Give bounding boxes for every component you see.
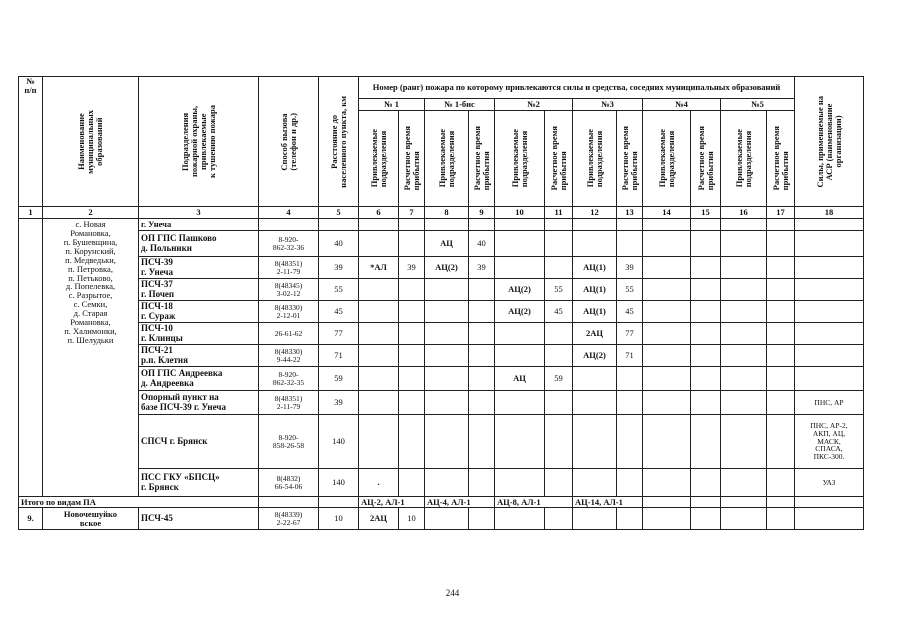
arrival-time-cell bbox=[767, 469, 795, 497]
unit-cell bbox=[139, 323, 259, 345]
empty-cell bbox=[643, 497, 691, 508]
page-number: 244 bbox=[445, 588, 460, 598]
empty-cell bbox=[425, 219, 469, 231]
unit-cell bbox=[139, 415, 259, 469]
assigned-units-cell bbox=[721, 469, 767, 497]
assigned-units-cell bbox=[359, 231, 399, 257]
header-arrival-time: Расчетное время прибытия bbox=[767, 111, 795, 207]
arrival-time-cell bbox=[399, 415, 425, 469]
arrival-time-cell bbox=[399, 345, 425, 367]
header-arrival-time: Расчетное время прибытия bbox=[691, 111, 721, 207]
table-row bbox=[19, 469, 864, 497]
column-number: 5 bbox=[319, 207, 359, 219]
assigned-units-cell bbox=[425, 301, 469, 323]
distance-cell: 39 bbox=[319, 257, 359, 279]
phone-cell: 26-61-62 bbox=[259, 323, 319, 345]
assigned-units-cell bbox=[359, 415, 399, 469]
rank-header: №4 bbox=[643, 99, 721, 111]
forces-cell bbox=[795, 367, 864, 391]
distance-cell: 55 bbox=[319, 279, 359, 301]
assigned-units-cell bbox=[425, 367, 469, 391]
empty-cell bbox=[691, 497, 721, 508]
header-units: Подразделения пожарной охраны, привлекаемые к тушению пожара bbox=[139, 77, 259, 207]
assigned-units-cell bbox=[643, 415, 691, 469]
empty-cell bbox=[469, 219, 495, 231]
assigned-units-cell bbox=[425, 323, 469, 345]
header-arrival-time: Расчетное время прибытия bbox=[399, 111, 425, 207]
assigned-units-cell: . bbox=[359, 469, 399, 497]
totals-r1bis: АЦ-4, АЛ-1 bbox=[425, 497, 495, 508]
header-arrival-time: Расчетное время прибытия bbox=[545, 111, 573, 207]
empty-cell bbox=[721, 219, 767, 231]
arrival-time-cell bbox=[469, 345, 495, 367]
phone-cell: 8(48351) 2-11-79 bbox=[259, 391, 319, 415]
table-row bbox=[19, 323, 864, 345]
assigned-units-cell bbox=[721, 279, 767, 301]
arrival-time-cell bbox=[469, 415, 495, 469]
arrival-time-cell: 39 bbox=[469, 257, 495, 279]
forces-cell bbox=[795, 323, 864, 345]
column-number: 18 bbox=[795, 207, 864, 219]
assigned-units-cell bbox=[643, 231, 691, 257]
empty-cell bbox=[691, 508, 721, 530]
unit-place: р.п. Клетня bbox=[141, 354, 188, 365]
assigned-units-cell bbox=[495, 231, 545, 257]
table-row bbox=[19, 301, 864, 323]
arrival-time-cell bbox=[767, 367, 795, 391]
totals-label: Итого по видам ПА bbox=[19, 497, 259, 508]
arrival-time-cell bbox=[767, 279, 795, 301]
arrival-time-cell bbox=[767, 323, 795, 345]
empty-cell bbox=[643, 219, 691, 231]
distance-cell: 140 bbox=[319, 415, 359, 469]
distance-cell: 10 bbox=[319, 508, 359, 530]
arrival-time-cell: 45 bbox=[617, 301, 643, 323]
phone-cell: 8(48330) 9-44-22 bbox=[259, 345, 319, 367]
assigned-units-cell: АЦ(1) bbox=[573, 279, 617, 301]
assigned-units-cell bbox=[359, 367, 399, 391]
header-forces: Силы, применяемые на АСР (наименование организации) bbox=[795, 77, 864, 207]
unit-place: г. Унеча bbox=[141, 266, 173, 277]
header-assigned-units: Привлекаемые подразделения bbox=[359, 111, 399, 207]
column-number: 10 bbox=[495, 207, 545, 219]
arrival-time-cell bbox=[399, 279, 425, 301]
empty-cell bbox=[495, 508, 545, 530]
rank-header: № 1-бис bbox=[425, 99, 495, 111]
arrival-time-cell bbox=[469, 279, 495, 301]
assigned-units-cell: АЦ(1) bbox=[573, 301, 617, 323]
arrival-time-cell bbox=[691, 257, 721, 279]
assigned-units-cell bbox=[359, 345, 399, 367]
assigned-units-cell bbox=[643, 323, 691, 345]
arrival-time-cell: 10 bbox=[399, 508, 425, 530]
assigned-units-cell bbox=[721, 391, 767, 415]
unit-name: ПСЧ-37 bbox=[141, 279, 173, 290]
unit-cell bbox=[139, 231, 259, 257]
rank-header: №5 bbox=[721, 99, 795, 111]
arrival-time-cell: 55 bbox=[617, 279, 643, 301]
empty-cell bbox=[359, 219, 399, 231]
assigned-units-cell bbox=[643, 367, 691, 391]
arrival-time-cell bbox=[691, 391, 721, 415]
column-number: 16 bbox=[721, 207, 767, 219]
arrival-time-cell bbox=[469, 367, 495, 391]
header-call-method: Способ вызова (телефон и др.) bbox=[259, 77, 319, 207]
column-number: 8 bbox=[425, 207, 469, 219]
empty-cell bbox=[691, 219, 721, 231]
arrival-time-cell bbox=[767, 391, 795, 415]
empty-cell bbox=[319, 219, 359, 231]
row-number-cell: 9. bbox=[19, 508, 43, 530]
forces-cell: ПНС, АР bbox=[795, 391, 864, 415]
distance-cell: 59 bbox=[319, 367, 359, 391]
forces-cell bbox=[795, 301, 864, 323]
unit-name: ПСЧ-18 bbox=[141, 301, 173, 312]
arrival-time-cell: 55 bbox=[545, 279, 573, 301]
unit-cell bbox=[139, 345, 259, 367]
assigned-units-cell bbox=[643, 391, 691, 415]
table-row bbox=[19, 231, 864, 257]
assigned-units-cell bbox=[495, 391, 545, 415]
assigned-units-cell bbox=[425, 415, 469, 469]
empty-cell bbox=[721, 508, 767, 530]
arrival-time-cell: 45 bbox=[545, 301, 573, 323]
totals-row bbox=[19, 497, 864, 508]
distance-cell: 71 bbox=[319, 345, 359, 367]
empty-cell bbox=[767, 508, 795, 530]
arrival-time-cell bbox=[545, 323, 573, 345]
empty-cell bbox=[399, 219, 425, 231]
arrival-time-cell bbox=[691, 231, 721, 257]
arrival-time-cell bbox=[691, 345, 721, 367]
assigned-units-cell bbox=[573, 469, 617, 497]
arrival-time-cell bbox=[767, 301, 795, 323]
assigned-units-cell bbox=[573, 231, 617, 257]
rank-header: №2 bbox=[495, 99, 573, 111]
empty-cell bbox=[795, 497, 864, 508]
assigned-units-cell bbox=[721, 323, 767, 345]
arrival-time-cell bbox=[399, 231, 425, 257]
phone-cell: 8(48345) 3-02-12 bbox=[259, 279, 319, 301]
assigned-units-cell bbox=[643, 301, 691, 323]
assigned-units-cell bbox=[359, 323, 399, 345]
arrival-time-cell bbox=[691, 415, 721, 469]
assigned-units-cell bbox=[643, 345, 691, 367]
unit-cell bbox=[139, 301, 259, 323]
assigned-units-cell bbox=[359, 279, 399, 301]
arrival-time-cell bbox=[617, 415, 643, 469]
assigned-units-cell bbox=[425, 279, 469, 301]
unit-name: ПСС ГКУ «БПСЦ» bbox=[141, 472, 220, 483]
empty-cell bbox=[721, 497, 767, 508]
arrival-time-cell bbox=[691, 469, 721, 497]
fire-forces-table bbox=[18, 76, 864, 530]
unit-place: г. Брянск bbox=[141, 481, 179, 492]
arrival-time-cell bbox=[399, 367, 425, 391]
header-assigned-units: Привлекаемые подразделения bbox=[643, 111, 691, 207]
arrival-time-cell bbox=[617, 367, 643, 391]
header-rank-title: Номер (ранг) пожара по которому привлекаются силы и средства, соседних муниципальных образований bbox=[359, 77, 795, 99]
arrival-time-cell bbox=[767, 231, 795, 257]
assigned-units-cell: АЦ(2) bbox=[425, 257, 469, 279]
arrival-time-cell bbox=[399, 469, 425, 497]
distance-cell: 39 bbox=[319, 391, 359, 415]
distance-cell: 140 bbox=[319, 469, 359, 497]
table-row bbox=[19, 415, 864, 469]
empty-cell bbox=[767, 219, 795, 231]
empty-cell bbox=[259, 497, 319, 508]
assigned-units-cell bbox=[643, 257, 691, 279]
phone-cell: 8(48351) 2-11-79 bbox=[259, 257, 319, 279]
assigned-units-cell: 2АЦ bbox=[359, 508, 399, 530]
column-number: 12 bbox=[573, 207, 617, 219]
phone-cell: 8-920- 858-26-58 bbox=[259, 415, 319, 469]
assigned-units-cell bbox=[495, 415, 545, 469]
unit-name: Опорный пункт на базе ПСЧ-39 г. Унеча bbox=[141, 392, 226, 412]
arrival-time-cell bbox=[691, 279, 721, 301]
header-municipality: Наименование муниципальных образований bbox=[43, 77, 139, 207]
unit-place: г. Клинцы bbox=[141, 332, 183, 343]
column-number: 1 bbox=[19, 207, 43, 219]
arrival-time-cell: 39 bbox=[617, 257, 643, 279]
rank-header: № 1 bbox=[359, 99, 425, 111]
phone-cell: 8(4832) 66-54-06 bbox=[259, 469, 319, 497]
assigned-units-cell bbox=[495, 469, 545, 497]
unit-place: г. Сураж bbox=[141, 310, 176, 321]
assigned-units-cell bbox=[495, 323, 545, 345]
arrival-time-cell bbox=[399, 301, 425, 323]
assigned-units-cell: АЦ bbox=[425, 231, 469, 257]
assigned-units-cell bbox=[643, 279, 691, 301]
table-row bbox=[19, 257, 864, 279]
unit-name: ОП ГПС Пашково bbox=[141, 233, 217, 244]
assigned-units-cell bbox=[721, 301, 767, 323]
assigned-units-cell bbox=[573, 415, 617, 469]
unit-name: ПСЧ-21 bbox=[141, 345, 173, 356]
forces-cell bbox=[795, 345, 864, 367]
unit-place: д. Польники bbox=[141, 242, 192, 253]
header-arrival-time: Расчетное время прибытия bbox=[617, 111, 643, 207]
phone-cell: 8(48339) 2-22-67 bbox=[259, 508, 319, 530]
arrival-time-cell bbox=[545, 231, 573, 257]
empty-cell bbox=[259, 219, 319, 231]
arrival-time-cell bbox=[469, 323, 495, 345]
unit-cell bbox=[139, 391, 259, 415]
header-assigned-units: Привлекаемые подразделения bbox=[495, 111, 545, 207]
phone-cell: 8(48330) 2-12-01 bbox=[259, 301, 319, 323]
arrival-time-cell bbox=[469, 301, 495, 323]
totals-r1: АЦ-2, АЛ-1 bbox=[359, 497, 425, 508]
empty-cell bbox=[795, 508, 864, 530]
assigned-units-cell bbox=[573, 367, 617, 391]
column-number: 13 bbox=[617, 207, 643, 219]
column-number: 6 bbox=[359, 207, 399, 219]
arrival-time-cell: 77 bbox=[617, 323, 643, 345]
column-number: 11 bbox=[545, 207, 573, 219]
unit-cell: г. Унеча bbox=[139, 219, 259, 231]
arrival-time-cell bbox=[617, 391, 643, 415]
empty-cell bbox=[617, 508, 643, 530]
distance-cell: 45 bbox=[319, 301, 359, 323]
column-number: 9 bbox=[469, 207, 495, 219]
arrival-time-cell bbox=[767, 345, 795, 367]
arrival-time-cell: 40 bbox=[469, 231, 495, 257]
forces-cell bbox=[795, 257, 864, 279]
municipality-cell: Новочешуйко вское bbox=[43, 508, 139, 530]
rank-header: №3 bbox=[573, 99, 643, 111]
empty-cell bbox=[319, 497, 359, 508]
empty-cell bbox=[767, 497, 795, 508]
header-assigned-units: Привлекаемые подразделения bbox=[721, 111, 767, 207]
totals-r2: АЦ-8, АЛ-1 bbox=[495, 497, 573, 508]
forces-cell: ПНС, АР-2, АКП, АЦ, МАСК, СПАСА, ПКС-300. bbox=[795, 415, 864, 469]
assigned-units-cell bbox=[425, 469, 469, 497]
header-assigned-units: Привлекаемые подразделения bbox=[425, 111, 469, 207]
empty-cell bbox=[495, 219, 545, 231]
unit-name: ПСЧ-39 bbox=[141, 257, 173, 268]
table-row bbox=[19, 219, 864, 231]
arrival-time-cell bbox=[545, 469, 573, 497]
totals-r3: АЦ-14, АЛ-1 bbox=[573, 497, 643, 508]
empty-cell bbox=[545, 219, 573, 231]
arrival-time-cell bbox=[545, 415, 573, 469]
unit-place: г. Почеп bbox=[141, 288, 175, 299]
forces-cell bbox=[795, 231, 864, 257]
assigned-units-cell: АЦ(1) bbox=[573, 257, 617, 279]
arrival-time-cell bbox=[469, 469, 495, 497]
unit-cell bbox=[139, 469, 259, 497]
empty-cell bbox=[469, 508, 495, 530]
assigned-units-cell bbox=[359, 301, 399, 323]
unit-name: ОП ГПС Андреевка bbox=[141, 368, 223, 379]
arrival-time-cell bbox=[469, 391, 495, 415]
column-number: 15 bbox=[691, 207, 721, 219]
column-number: 3 bbox=[139, 207, 259, 219]
assigned-units-cell: *АЛ bbox=[359, 257, 399, 279]
phone-cell: 8-920- 862-32-35 bbox=[259, 367, 319, 391]
empty-cell bbox=[545, 508, 573, 530]
assigned-units-cell bbox=[721, 345, 767, 367]
column-number: 2 bbox=[43, 207, 139, 219]
assigned-units-cell: АЦ(2) bbox=[573, 345, 617, 367]
assigned-units-cell bbox=[495, 345, 545, 367]
assigned-units-cell bbox=[721, 257, 767, 279]
assigned-units-cell bbox=[721, 415, 767, 469]
arrival-time-cell bbox=[617, 231, 643, 257]
row-number-cell bbox=[19, 219, 43, 497]
arrival-time-cell: 71 bbox=[617, 345, 643, 367]
forces-cell bbox=[795, 279, 864, 301]
arrival-time-cell bbox=[545, 257, 573, 279]
assigned-units-cell: АЦ bbox=[495, 367, 545, 391]
assigned-units-cell: АЦ(2) bbox=[495, 301, 545, 323]
column-number: 7 bbox=[399, 207, 425, 219]
distance-cell: 40 bbox=[319, 231, 359, 257]
table-row bbox=[19, 391, 864, 415]
assigned-units-cell bbox=[495, 257, 545, 279]
empty-cell bbox=[643, 508, 691, 530]
header-distance: Расстояние до населенного пункта, км bbox=[319, 77, 359, 207]
empty-cell bbox=[617, 219, 643, 231]
header-num: № п/п bbox=[19, 77, 43, 207]
header-arrival-time: Расчетное время прибытия bbox=[469, 111, 495, 207]
arrival-time-cell: 39 bbox=[399, 257, 425, 279]
unit-place: д. Андреевка bbox=[141, 377, 194, 388]
table-row bbox=[19, 367, 864, 391]
assigned-units-cell: АЦ(2) bbox=[495, 279, 545, 301]
unit-cell: ПСЧ-45 bbox=[139, 508, 259, 530]
municipality-cell: с. Новая Романовка, п. Бушевщина, п. Корунский, п. Медведьки, п. Петровка, п. Петьково, д. Попелевка, с. Разрытое, с. Семки, д. Старая Романовка, п. Халимонки, п. Шелудьки bbox=[43, 219, 139, 497]
assigned-units-cell bbox=[359, 391, 399, 415]
forces-cell: УАЗ bbox=[795, 469, 864, 497]
table-row bbox=[19, 279, 864, 301]
assigned-units-cell bbox=[721, 231, 767, 257]
arrival-time-cell bbox=[545, 345, 573, 367]
unit-cell bbox=[139, 257, 259, 279]
unit-name: ПСЧ-10 bbox=[141, 323, 173, 334]
phone-cell: 8-920- 862-32-36 bbox=[259, 231, 319, 257]
empty-cell bbox=[573, 508, 617, 530]
arrival-time-cell bbox=[617, 469, 643, 497]
column-number: 4 bbox=[259, 207, 319, 219]
table-row bbox=[19, 508, 864, 530]
assigned-units-cell bbox=[643, 469, 691, 497]
column-number: 14 bbox=[643, 207, 691, 219]
assigned-units-cell bbox=[573, 391, 617, 415]
empty-cell bbox=[425, 508, 469, 530]
column-number: 17 bbox=[767, 207, 795, 219]
assigned-units-cell bbox=[721, 367, 767, 391]
unit-name: СПСЧ г. Брянск bbox=[141, 435, 208, 446]
arrival-time-cell bbox=[691, 323, 721, 345]
arrival-time-cell bbox=[691, 367, 721, 391]
table-row bbox=[19, 345, 864, 367]
empty-cell bbox=[573, 219, 617, 231]
arrival-time-cell bbox=[545, 391, 573, 415]
distance-cell: 77 bbox=[319, 323, 359, 345]
arrival-time-cell: 59 bbox=[545, 367, 573, 391]
unit-cell bbox=[139, 279, 259, 301]
header-assigned-units: Привлекаемые подразделения bbox=[573, 111, 617, 207]
arrival-time-cell bbox=[399, 391, 425, 415]
arrival-time-cell bbox=[767, 257, 795, 279]
arrival-time-cell bbox=[399, 323, 425, 345]
assigned-units-cell: 2АЦ bbox=[573, 323, 617, 345]
unit-cell bbox=[139, 367, 259, 391]
arrival-time-cell bbox=[767, 415, 795, 469]
assigned-units-cell bbox=[425, 391, 469, 415]
arrival-time-cell bbox=[691, 301, 721, 323]
assigned-units-cell bbox=[425, 345, 469, 367]
empty-cell bbox=[795, 219, 864, 231]
